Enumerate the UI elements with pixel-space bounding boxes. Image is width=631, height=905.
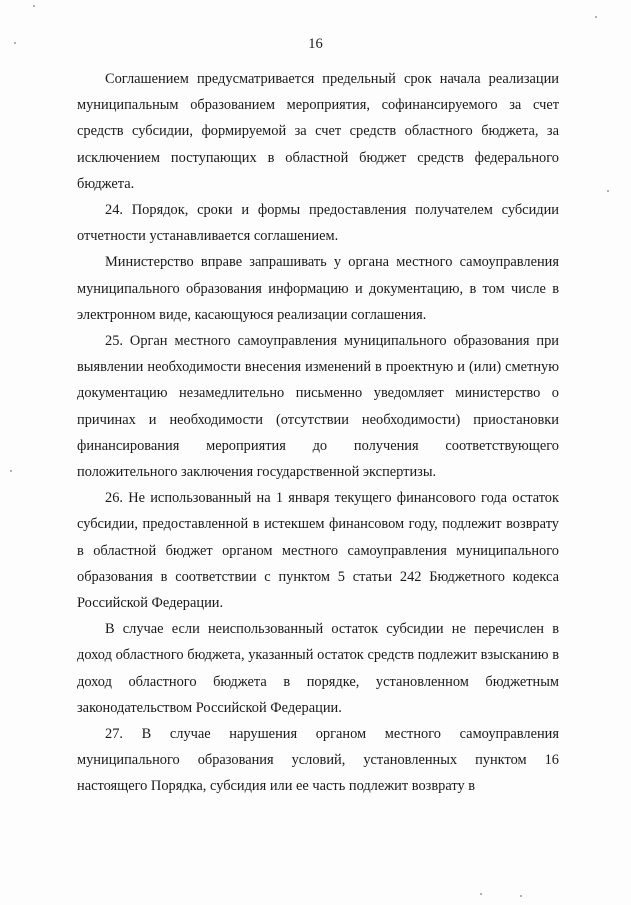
scan-speck bbox=[520, 895, 522, 897]
paragraph-item-27: 27. В случае нарушения органом местного самоуправления муниципального образования условий, установленных пунктом 16 настоящего Порядка, субсидия или ее часть подлежит возврату в bbox=[77, 726, 559, 795]
paragraph-item-24: 24. Порядок, сроки и формы предоставления получателем субсидии отчетности устанавливается соглашением. bbox=[77, 202, 559, 245]
scan-speck bbox=[607, 190, 609, 192]
paragraph-item-25: 25. Орган местного самоуправления муниципального образования при выявлении необходимости внесения изменений в проектную и (или) сметную документацию незамедлительно письменно уведомляет министерство о причинах и необходимости (отсутствии необходимости) приостановки финансирования мероприятия до получения соответствующего положительного заключения государственной экспертизы. bbox=[77, 333, 559, 481]
scan-speck bbox=[14, 42, 16, 44]
document-body bbox=[77, 66, 559, 800]
scan-speck bbox=[480, 893, 482, 895]
paragraph-item-26: 26. Не использованный на 1 января текущего финансового года остаток субсидии, предоставленной в истекшем финансовом году, подлежит возврату в областной бюджет органом местного самоуправления муниципального образования в соответствии с пунктом 5 статьи 242 Бюджетного кодекса Российской Федерации. bbox=[77, 490, 559, 612]
paragraph-agreement-deadline: Соглашением предусматривается предельный срок начала реализации муниципальным образованием мероприятия, софинансируемого за счет средств субсидии, формируемой за счет средств областного бюджета, за исключением поступающих в областной бюджет средств федерального бюджета. bbox=[77, 71, 559, 192]
paragraph-unspent-balance: В случае если неиспользованный остаток субсидии не перечислен в доход областного бюджета, указанный остаток средств подлежит взысканию в доход областного бюджета в порядке, установленном бюджетным законодательством Российской Федерации. bbox=[77, 621, 559, 716]
page-number: 16 bbox=[308, 36, 323, 52]
scan-speck bbox=[33, 5, 35, 7]
paragraph-ministry-request: Министерство вправе запрашивать у органа местного самоуправления муниципального образования информацию и документацию, в том числе в электронном виде, касающуюся реализации соглашения. bbox=[77, 254, 559, 323]
scan-speck bbox=[10, 470, 12, 472]
scan-speck bbox=[595, 16, 597, 18]
